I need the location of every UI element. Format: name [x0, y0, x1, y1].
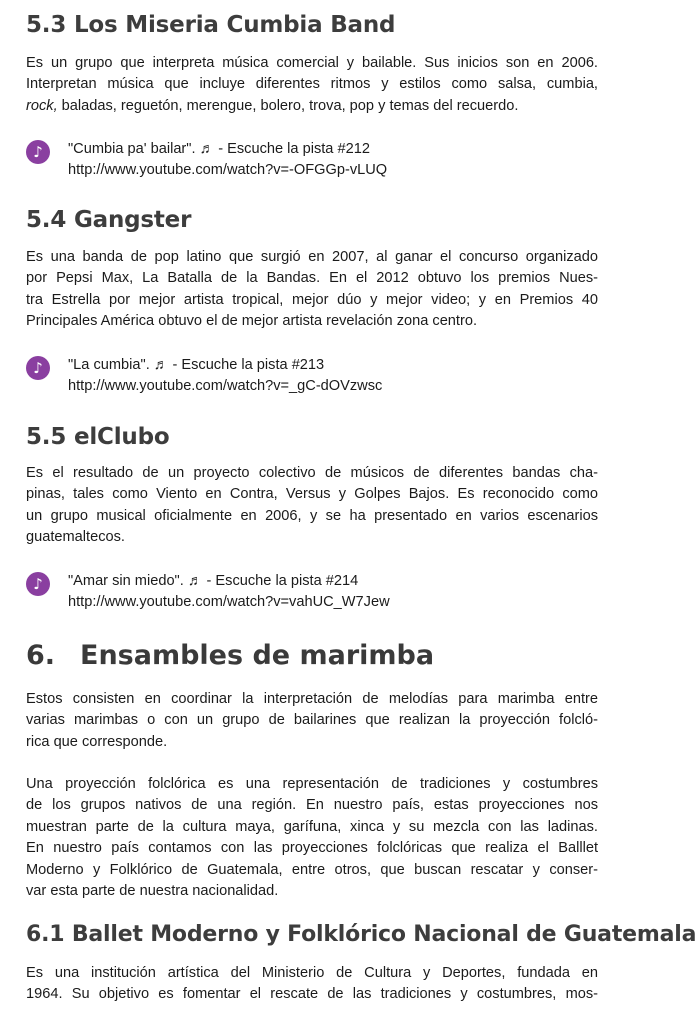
paragraph-line: Interpretan música que incluye diferentes ritmos y estilos como salsa, cumbia, — [26, 76, 598, 93]
track-link[interactable]: http://www.youtube.com/watch?v=vahUC_W7Jew — [68, 594, 390, 610]
paragraph-line — [26, 96, 598, 117]
line-rest: baladas, reguetón, merengue, bolero, trova, pop y temas del recuerdo. — [57, 97, 519, 114]
paragraph-line: tra Estrella por mejor artista tropical, mejor dúo y mejor video; y en Premios 40 — [26, 291, 598, 308]
paragraph-5-4 — [26, 247, 598, 333]
paragraph-line: var esta parte de nuestra nacionalidad. — [26, 883, 279, 900]
paragraph-6-1 — [26, 963, 598, 1006]
paragraph-line: un grupo musical oficialmente en 2006, y se ha presentado en varios escenarios — [26, 507, 598, 524]
section-heading-6-1: 6.1 Ballet Moderno y Folklórico Nacional de Guatemala — [26, 922, 696, 947]
music-note-icon[interactable]: ♪ — [26, 140, 50, 164]
chapter-heading-6 — [26, 640, 434, 671]
section-heading-5-4: 5.4 Gangster — [26, 207, 192, 233]
italic-word: rock, — [26, 97, 58, 114]
paragraph-line: por Pepsi Max, La Batalla de la Bandas. En el 2012 obtuvo los premios Nues- — [26, 270, 598, 287]
paragraph-line: Es un grupo que interpreta música comercial y bailable. Sus inicios son en 2006. — [26, 55, 598, 71]
paragraph-line: Una proyección folclórica es una representación de tradiciones y costumbres — [26, 776, 598, 792]
paragraph-line: 1964. Su objetivo es fomentar el rescate de las tradiciones y costumbres, mos- — [26, 986, 598, 1003]
paragraph-line: guatemaltecos. — [26, 529, 125, 546]
audio-track-213[interactable] — [26, 355, 586, 401]
paragraph-line: muestran parte de la cultura maya, garífuna, xinca y su mezcla con las ladinas. — [26, 818, 598, 835]
paragraph-line: rica que corresponde. — [26, 733, 168, 750]
audio-track-212[interactable] — [26, 139, 586, 185]
music-note-icon[interactable]: ♪ — [26, 356, 50, 380]
section-heading-5-3: 5.3 Los Miseria Cumbia Band — [26, 12, 396, 38]
track-link[interactable]: http://www.youtube.com/watch?v=_gC-dOVzwsc — [68, 378, 383, 394]
paragraph-line: Estos consisten en coordinar la interpretación de melodías para marimba entre — [26, 691, 598, 707]
chapter-number: 6. — [26, 640, 56, 671]
paragraph-line: varias marimbas o con un grupo de bailarines que realizan la proyección folcló- — [26, 712, 598, 729]
paragraph-line: pinas, tales como Viento en Contra, Versus y Golpes Bajos. Es reconocido como — [26, 486, 598, 503]
paragraph-line: En nuestro país contamos con las proyecciones folclóricas que realiza el Balllet — [26, 840, 598, 857]
audio-track-214[interactable] — [26, 571, 586, 617]
music-note-icon[interactable]: ♪ — [26, 572, 50, 596]
paragraph-line: de los grupos nativos de una región. En nuestro país, estas proyecciones nos — [26, 797, 598, 814]
track-title: "Cumbia pa' bailar". ♬ - Escuche la pista #212 — [68, 141, 370, 157]
paragraph-6-b — [26, 774, 598, 902]
paragraph-5-3 — [26, 53, 598, 117]
paragraph-line: Es el resultado de un proyecto colectivo de músicos de diferentes bandas cha- — [26, 465, 598, 481]
chapter-title: Ensambles de marimba — [80, 640, 435, 671]
paragraph-line: Moderno y Folklórico de Guatemala, entre otros, que buscan rescatar y conser- — [26, 861, 598, 878]
paragraph-line: Principales América obtuvo el de mejor artista revelación zona centro. — [26, 313, 478, 330]
paragraph-line: Es una banda de pop latino que surgió en 2007, al ganar el concurso organizado — [26, 249, 598, 265]
track-title: "Amar sin miedo". ♬ - Escuche la pista #214 — [68, 573, 359, 589]
paragraph-5-5 — [26, 463, 598, 549]
paragraph-6-a — [26, 689, 598, 753]
section-heading-5-5: 5.5 elClubo — [26, 424, 170, 450]
track-link[interactable]: http://www.youtube.com/watch?v=-OFGGp-vLUQ — [68, 162, 388, 178]
track-title: "La cumbia". ♬ - Escuche la pista #213 — [68, 357, 325, 373]
paragraph-line: Es una institución artística del Ministerio de Cultura y Deportes, fundada en — [26, 965, 598, 981]
